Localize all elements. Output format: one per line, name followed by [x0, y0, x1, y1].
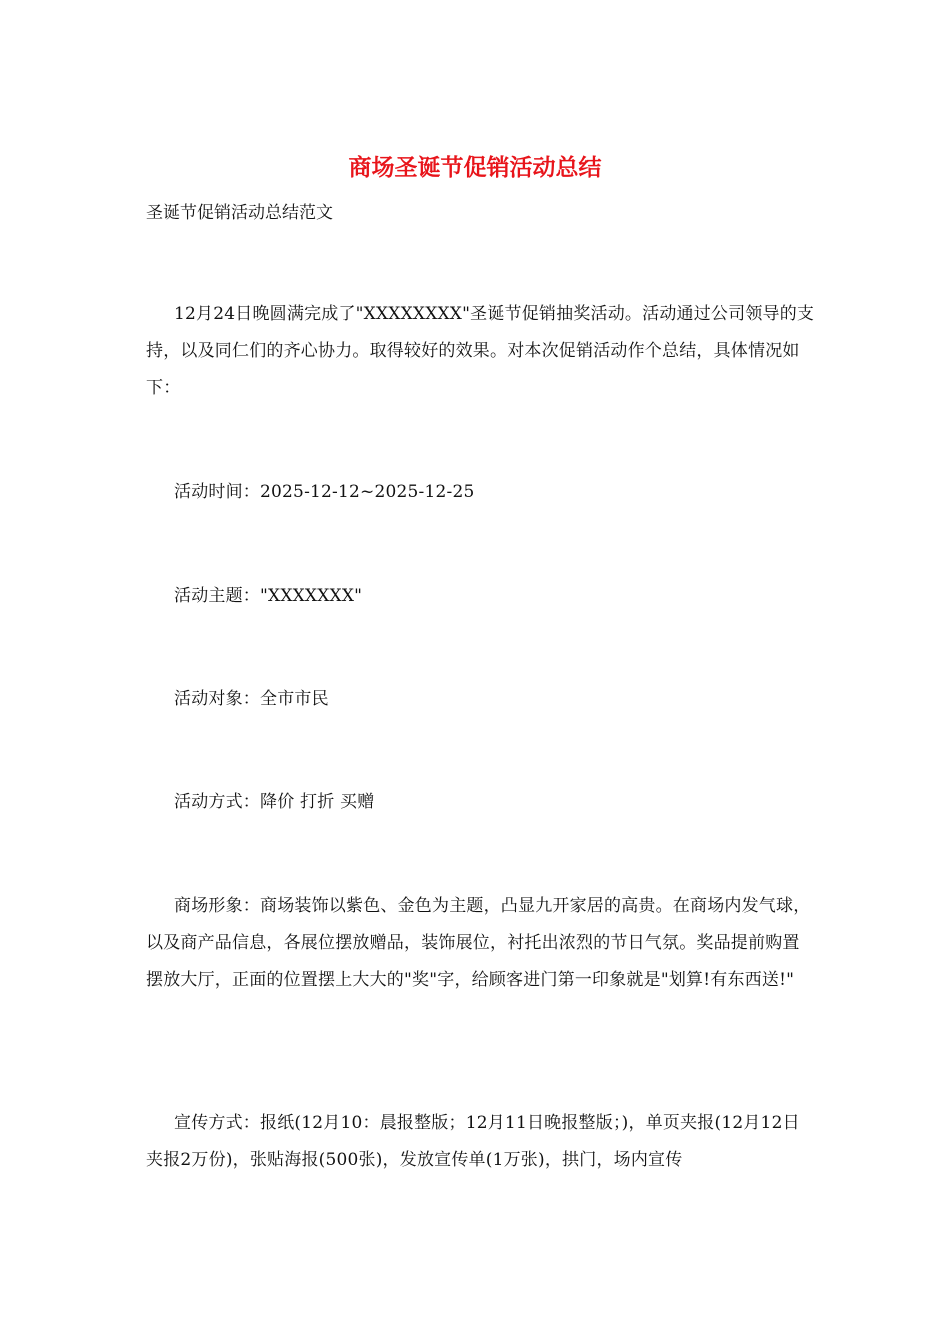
- activity-theme-paragraph: 活动主题："XXXXXXX": [174, 586, 363, 606]
- document-subtitle: 圣诞节促销活动总结范文: [146, 203, 333, 223]
- activity-method-paragraph: 活动方式：降价 打折 买赠: [174, 792, 375, 812]
- activity-audience-paragraph: 活动对象：全市市民: [174, 689, 329, 709]
- intro-paragraph: 12月24日晚圆满完成了"XXXXXXXX"圣诞节促销抽奖活动。活动通过公司领导的支持，以及同仁们的齐心协力。取得较好的效果。对本次促销活动作个总结，具体情况如下：: [146, 304, 815, 398]
- document-title: 商场圣诞节促销活动总结: [348, 155, 602, 181]
- activity-time-paragraph: 活动时间：2025-12-12~2025-12-25: [174, 482, 475, 502]
- promotion-method-paragraph: 宣传方式：报纸(12月10：晨报整版；12月11日晚报整版；)，单页夹报(12月12日夹报2万份)，张贴海报(500张)，发放宣传单(1万张)，拱门，场内宣传: [146, 1113, 800, 1170]
- mall-image-paragraph: 商场形象：商场装饰以紫色、金色为主题，凸显九开家居的高贵。在商场内发气球，以及商产品信息，各展位摆放赠品，装饰展位，衬托出浓烈的节日气氛。奖品提前购置摆放大厅，正面的位置摆上大大的"奖"字，给顾客进门第一印象就是"划算!有东西送!": [146, 896, 811, 990]
